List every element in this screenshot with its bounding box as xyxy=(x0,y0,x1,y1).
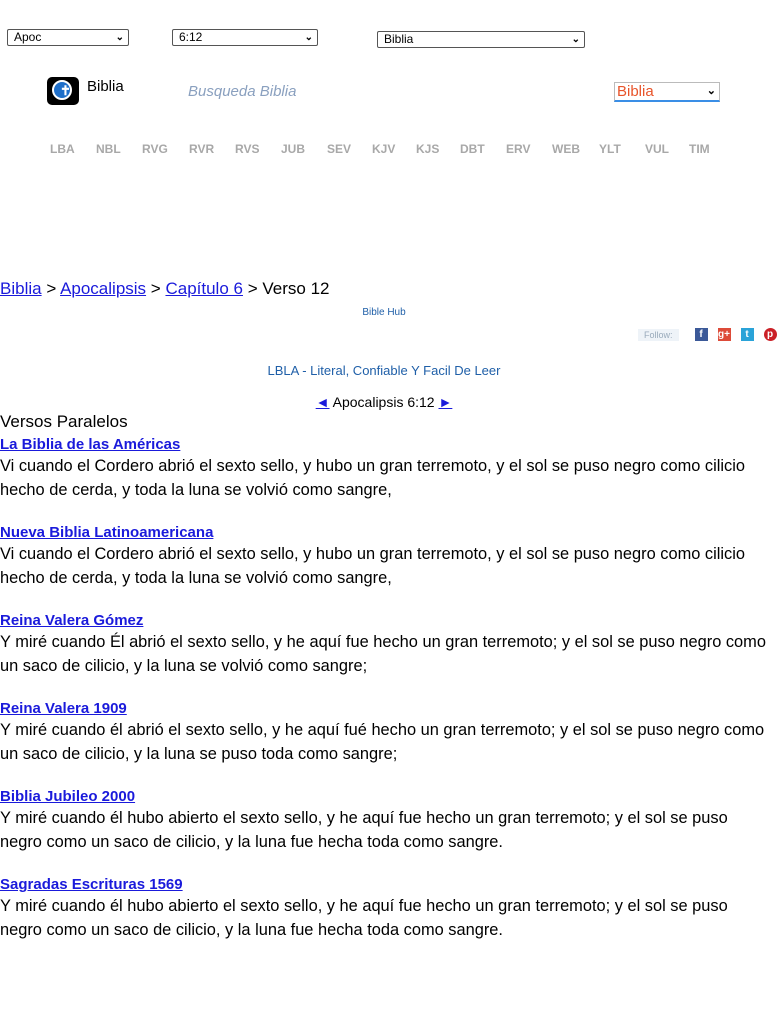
version-entry xyxy=(0,524,768,590)
version-text: Y miré cuando Él abrió el sexto sello, y he aquí fue hecho un gran terremoto; y el sol se puso negro como un saco de cilicio, y la luna se volvió como sangre; xyxy=(0,633,766,675)
lbla-tagline[interactable]: LBLA - Literal, Confiable Y Facil De Leer xyxy=(267,363,501,378)
translation-link-rvs[interactable]: RVS xyxy=(235,142,260,156)
verse-reference: Apocalipsis 6:12 xyxy=(332,394,435,410)
version-text: Y miré cuando él hubo abierto el sexto sello, y he aquí fue hecho un gran terremoto; y el sol se puso negro como un saco de cilicio, y la luna fue hecha toda como sangre. xyxy=(0,897,728,939)
breadcrumb-verse: Verso 12 xyxy=(262,279,330,298)
prev-verse-icon[interactable]: ◄ xyxy=(315,394,330,410)
version-name-link[interactable]: Biblia Jubileo 2000 xyxy=(0,788,136,805)
breadcrumb-biblia[interactable]: Biblia xyxy=(0,279,42,298)
bible-select[interactable] xyxy=(377,31,585,48)
chevron-down-icon: ⌄ xyxy=(706,85,716,97)
translation-link-nbl[interactable]: NBL xyxy=(96,142,121,156)
breadcrumb-book[interactable]: Apocalipsis xyxy=(60,279,147,298)
book-select[interactable] xyxy=(7,29,129,46)
translation-link-sev[interactable]: SEV xyxy=(327,142,352,156)
search-scope-value: Biblia xyxy=(617,83,654,100)
facebook-icon[interactable]: f xyxy=(695,328,708,341)
translation-link-rvr[interactable]: RVR xyxy=(189,142,215,156)
bible-hub-link[interactable]: Bible Hub xyxy=(362,307,406,318)
version-text: Vi cuando el Cordero abrió el sexto sello, y hubo un gran terremoto, y el sol se puso negro como cilicio hecho de cerda, y toda la luna se volvió como sangre, xyxy=(0,457,745,499)
translation-link-rvg[interactable]: RVG xyxy=(142,142,168,156)
translation-link-kjv[interactable]: KJV xyxy=(372,142,396,156)
breadcrumb-chapter[interactable]: Capítulo 6 xyxy=(165,279,243,298)
search-input[interactable]: Busqueda Biblia xyxy=(188,83,297,100)
verse-navigation xyxy=(0,394,768,410)
version-text: Vi cuando el Cordero abrió el sexto sello, y hubo un gran terremoto, y el sol se puso negro como cilicio hecho de cerda, y toda la luna se volvió como sangre, xyxy=(0,545,745,587)
breadcrumb: Biblia > Apocalipsis > Capítulo 6 > Verso 12 xyxy=(0,279,330,298)
version-text: Y miré cuando él abrió el sexto sello, y he aquí fué hecho un gran terremoto; y el sol se puso negro como un saco de cilicio, y la luna se puso toda como sangre; xyxy=(0,721,765,763)
translation-link-vul[interactable]: VUL xyxy=(645,142,669,156)
bible-select-value: Biblia xyxy=(384,32,414,46)
translation-link-kjs[interactable]: KJS xyxy=(416,142,440,156)
version-entry xyxy=(0,436,768,502)
search-scope-select[interactable] xyxy=(614,82,720,102)
google-plus-icon[interactable]: g+ xyxy=(718,329,730,340)
version-name-link[interactable]: Nueva Biblia Latinoamericana xyxy=(0,524,214,541)
version-name-link[interactable]: La Biblia de las Américas xyxy=(0,436,181,453)
version-entry xyxy=(0,700,768,766)
next-verse-icon[interactable]: ► xyxy=(438,394,453,410)
translation-link-jub[interactable]: JUB xyxy=(281,142,306,156)
site-logo[interactable]: ✝ xyxy=(47,77,79,105)
brand-name[interactable]: Biblia xyxy=(87,78,124,95)
book-select-value: Apoc xyxy=(14,30,42,44)
chapter-verse-select[interactable] xyxy=(172,29,318,46)
social-follow xyxy=(638,328,777,341)
chevron-down-icon: ⌄ xyxy=(115,32,124,43)
follow-label: Follow: xyxy=(638,329,679,341)
parallel-versions xyxy=(0,436,768,964)
chevron-down-icon: ⌄ xyxy=(571,34,580,45)
translation-link-lba[interactable]: LBA xyxy=(50,142,75,156)
version-text: Y miré cuando él hubo abierto el sexto sello, y he aquí fue hecho un gran terremoto; y el sol se puso negro como un saco de cilicio, y la luna fue hecha toda como sangre. xyxy=(0,809,728,851)
version-name-link[interactable]: Reina Valera Gómez xyxy=(0,612,144,629)
twitter-icon[interactable]: t xyxy=(741,328,754,341)
parallel-heading: Versos Paralelos xyxy=(0,412,128,431)
chevron-down-icon: ⌄ xyxy=(304,32,313,43)
translation-link-erv[interactable]: ERV xyxy=(506,142,531,156)
translation-links xyxy=(50,142,729,156)
version-name-link[interactable]: Reina Valera 1909 xyxy=(0,700,127,717)
version-name-link[interactable]: Sagradas Escrituras 1569 xyxy=(0,876,183,893)
pinterest-icon[interactable]: p xyxy=(764,328,777,341)
version-entry xyxy=(0,788,768,854)
translation-link-dbt[interactable]: DBT xyxy=(460,142,485,156)
translation-link-tim[interactable]: TIM xyxy=(689,142,710,156)
version-entry xyxy=(0,612,768,678)
version-entry xyxy=(0,876,768,942)
chapter-verse-select-value: 6:12 xyxy=(179,30,203,44)
translation-link-web[interactable]: WEB xyxy=(552,142,580,156)
translation-link-ylt[interactable]: YLT xyxy=(599,142,621,156)
